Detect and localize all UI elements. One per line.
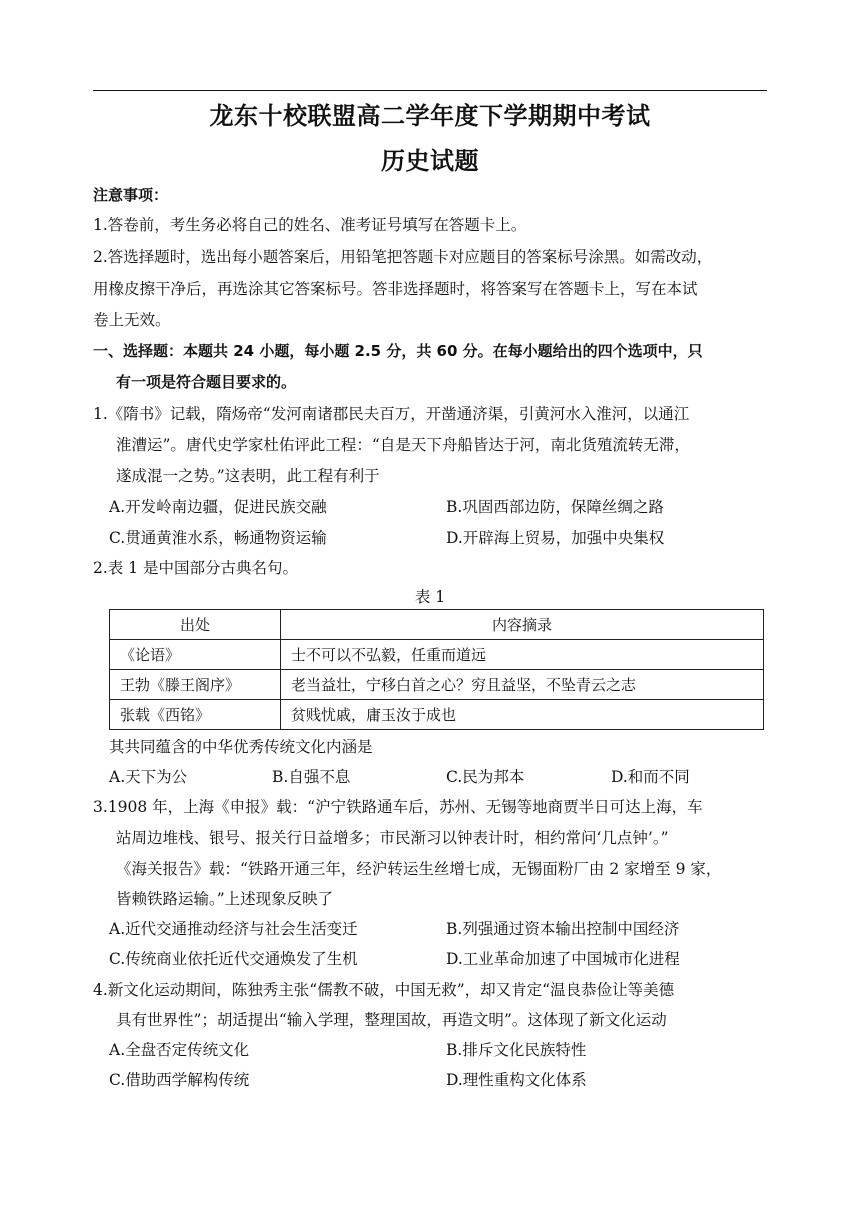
q3-stem-line1: 3.1908 年，上海《申报》载：“沪宁铁路通车后，苏州、无锡等地商贾半日可达上海，车 — [93, 798, 703, 816]
notice-item-1: 1.答卷前，考生务必将自己的姓名、准考证号填写在答题卡上。 — [93, 216, 527, 234]
table-header-content: 内容摘录 — [281, 610, 764, 640]
q4-option-b: B.排斥文化民族特性 — [446, 1041, 587, 1059]
notice-heading: 注意事项： — [93, 186, 169, 204]
q2-option-b: B.自强不息 — [272, 768, 351, 786]
q3-stem-line4: 皆赖铁路运输。”上述现象反映了 — [116, 890, 334, 908]
q2-option-d: D.和而不同 — [611, 768, 690, 786]
q3-option-b: B.列强通过资本输出控制中国经济 — [446, 920, 680, 938]
table-cell-source: 王勃《滕王阁序》 — [110, 670, 281, 700]
q2-option-c: C.民为邦本 — [446, 768, 525, 786]
q4-stem-line1: 4.新文化运动期间，陈独秀主张“儒教不破，中国无救”，却又肯定“温良恭俭让等美德 — [93, 981, 675, 999]
table-header-row — [110, 610, 764, 640]
q1-option-d: D.开辟海上贸易，加强中央集权 — [446, 529, 665, 547]
table-row — [110, 640, 764, 670]
table-cell-content: 老当益壮，宁移白首之心？穷且益坚，不坠青云之志 — [281, 670, 764, 700]
table-cell-content: 士不可以不弘毅，任重而道远 — [281, 640, 764, 670]
notice-item-2-line1: 2.答选择题时，选出每小题答案后，用铅笔把答题卡对应题目的答案标号涂黑。如需改动， — [93, 248, 713, 266]
q4-option-d: D.理性重构文化体系 — [446, 1071, 587, 1089]
section-heading-line1: 一、选择题：本题共 24 小题，每小题 2.5 分，共 60 分。在每小题给出的四个选项中，只 — [93, 342, 703, 360]
section-heading-line2: 有一项是符合题目要求的。 — [116, 373, 297, 391]
q4-option-c: C.借助西学解构传统 — [109, 1071, 250, 1089]
q3-option-c: C.传统商业依托近代交通焕发了生机 — [109, 950, 358, 968]
q1-stem-line2: 淮漕运”。唐代史学家杜佑评此工程：“自是天下舟船皆达于河，南北货殖流转无滞， — [116, 436, 690, 454]
q2-option-a: A.天下为公 — [109, 768, 188, 786]
q1-stem-line1: 1.《隋书》记载，隋炀帝“发河南诸郡民夫百万，开凿通济渠，引黄河水入淮河，以通江 — [93, 405, 690, 423]
exam-subtitle: 历史试题 — [381, 147, 479, 175]
q4-option-a: A.全盘否定传统文化 — [109, 1041, 250, 1059]
table-cell-content: 贫贱忧戚，庸玉汝于成也 — [281, 700, 764, 730]
quotes-table — [109, 609, 764, 730]
table-header-source: 出处 — [110, 610, 281, 640]
q1-stem-line3: 遂成混一之势。”这表明，此工程有利于 — [116, 467, 380, 485]
q3-option-a: A.近代交通推动经济与社会生活变迁 — [109, 920, 358, 938]
table-row — [110, 670, 764, 700]
q2-stem-after: 其共同蕴含的中华优秀传统文化内涵是 — [109, 738, 373, 756]
header-rule — [93, 90, 767, 91]
q3-stem-line2: 站周边堆栈、银号、报关行日益增多；市民渐习以钟表计时，相约常问‘几点钟’。” — [116, 829, 669, 847]
table-cell-source: 张载《西铭》 — [110, 700, 281, 730]
table-row — [110, 700, 764, 730]
q1-option-b: B.巩固西部边防，保障丝绸之路 — [446, 498, 664, 516]
q3-stem-line3: 《海关报告》载：“铁路开通三年，经沪转运生丝增七成，无锡面粉厂由 2 家增至 9 家， — [116, 860, 722, 878]
exam-title: 龙东十校联盟高二学年度下学期期中考试 — [209, 102, 651, 130]
notice-item-2-line2: 用橡皮擦干净后，再选涂其它答案标号。答非选择题时，将答案写在答题卡上，写在本试 — [93, 280, 698, 298]
notice-item-2-line3: 卷上无效。 — [93, 311, 171, 329]
q2-stem: 2.表 1 是中国部分古典名句。 — [93, 559, 299, 577]
table-cell-source: 《论语》 — [110, 640, 281, 670]
q1-option-a: A.开发岭南边疆，促进民族交融 — [109, 498, 327, 516]
table-caption: 表 1 — [414, 588, 446, 606]
q1-option-c: C.贯通黄淮水系，畅通物资运输 — [109, 529, 327, 547]
q3-option-d: D.工业革命加速了中国城市化进程 — [446, 950, 680, 968]
q4-stem-line2: 具有世界性”；胡适提出“输入学理，整理国故，再造文明”。这体现了新文化运动 — [116, 1011, 667, 1029]
